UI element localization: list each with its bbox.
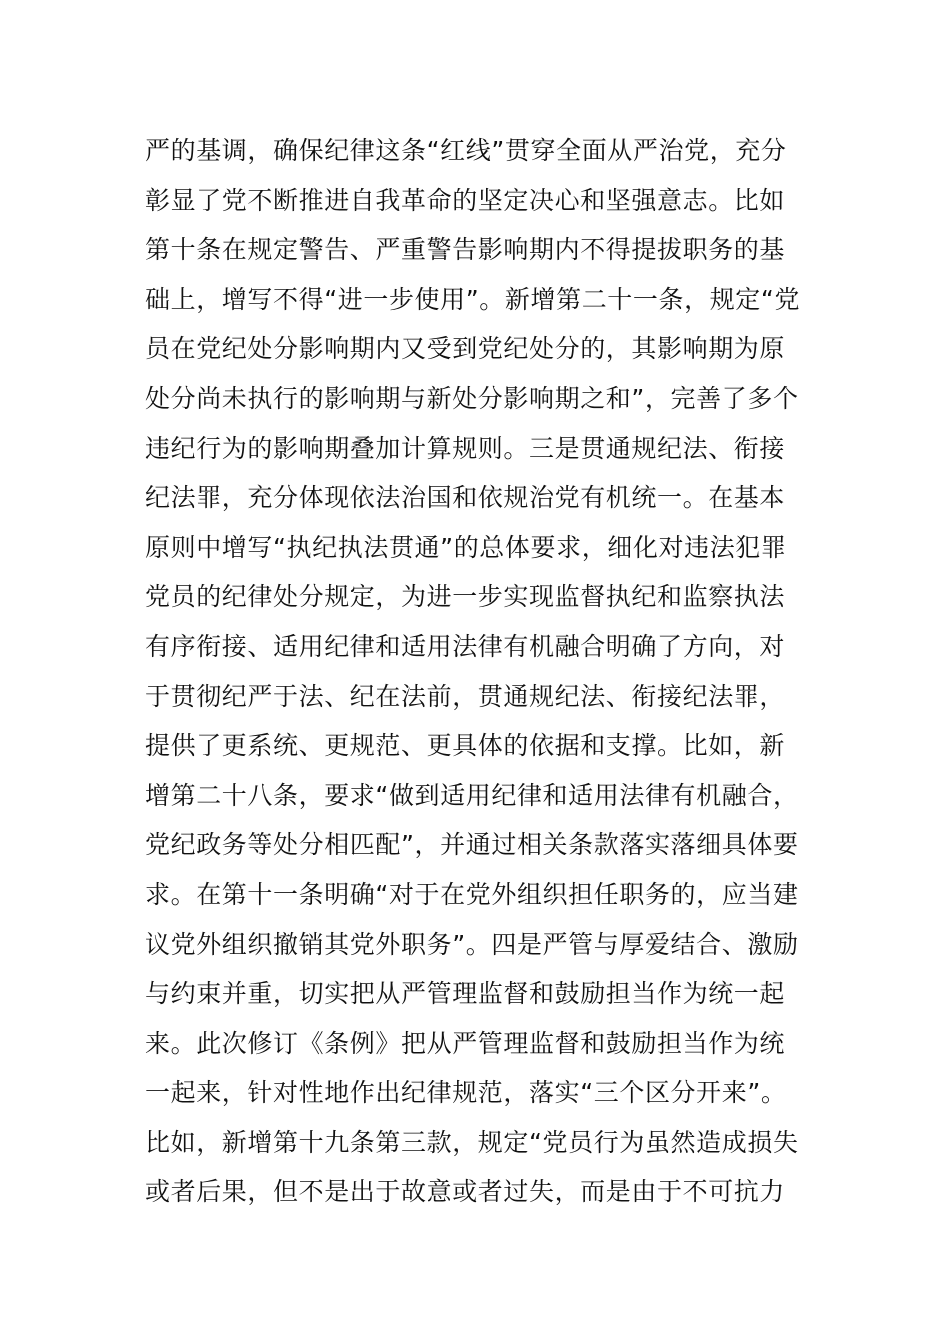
text-line: 违纪行为的影响期叠加计算规则。三是贯通规纪法、衔接: [145, 433, 786, 463]
text-line: 党员的纪律处分规定，为进一步实现监督执纪和监察执法: [145, 582, 786, 612]
text-line: 纪法罪，充分体现依法治国和依规治党有机统一。在基本: [145, 483, 786, 513]
text-line: 党纪政务等处分相匹配”，并通过相关条款落实落细具体要: [145, 830, 799, 860]
text-line: 员在党纪处分影响期内又受到党纪处分的，其影响期为原: [145, 334, 786, 364]
body-text: [145, 126, 815, 1217]
text-line: 提供了更系统、更规范、更具体的依据和支撑。比如，新: [145, 731, 786, 761]
text-line: 来。此次修订《条例》把从严管理监督和鼓励担当作为统: [145, 1028, 786, 1058]
text-line: 或者后果，但不是出于故意或者过失，而是由于不可抗力: [145, 1177, 786, 1207]
text-line: 础上，增写不得“进一步使用”。新增第二十一条，规定“党: [145, 284, 801, 314]
text-line: 处分尚未执行的影响期与新处分影响期之和”，完善了多个: [145, 383, 799, 413]
text-line: 有序衔接、适用纪律和适用法律有机融合明确了方向，对: [145, 631, 786, 661]
text-line: 一起来，针对性地作出纪律规范，落实“三个区分开来”。: [145, 1078, 787, 1108]
text-line: 与约束并重，切实把从严管理监督和鼓励担当作为统一起: [145, 979, 786, 1009]
text-line: 原则中增写“执纪执法贯通”的总体要求，细化对违法犯罪: [145, 532, 787, 562]
text-line: 增第二十八条，要求“做到适用纪律和适用法律有机融合，: [145, 780, 799, 810]
text-line: 比如，新增第十九条第三款，规定“党员行为虽然造成损失: [145, 1127, 799, 1157]
text-line: 议党外组织撤销其党外职务”。四是严管与厚爱结合、激励: [145, 929, 799, 959]
text-line: 第十条在规定警告、严重警告影响期内不得提拔职务的基: [145, 235, 786, 265]
text-line: 求。在第十一条明确“对于在党外组织担任职务的，应当建: [145, 879, 799, 909]
text-line: 于贯彻纪严于法、纪在法前，贯通规纪法、衔接纪法罪，: [145, 681, 786, 711]
text-line: 严的基调，确保纪律这条“红线”贯穿全面从严治党，充分: [145, 136, 787, 165]
text-line: 彰显了党不断推进自我革命的坚定决心和坚强意志。比如: [145, 185, 786, 215]
